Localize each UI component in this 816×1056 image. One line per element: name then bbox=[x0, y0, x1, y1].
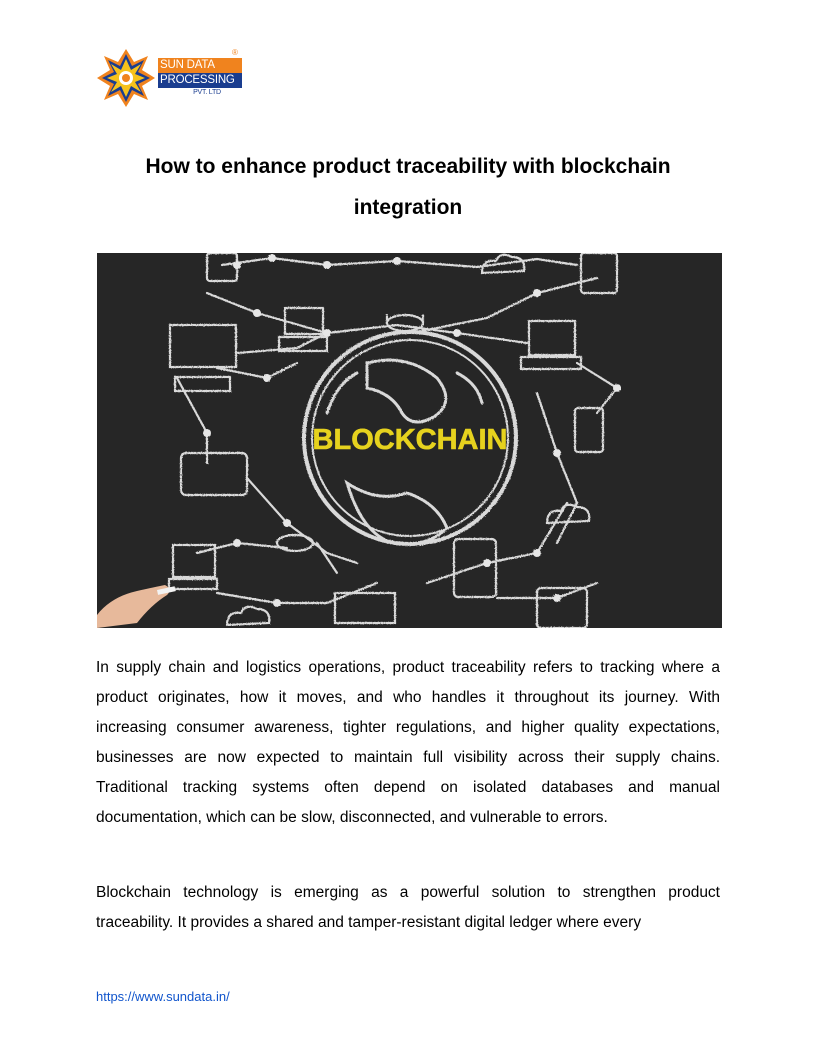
paragraph-blockchain: Blockchain technology is emerging as a powerful solution to strengthen product traceability. It provides a shared and tamper-resistant digital ledger where every bbox=[96, 884, 720, 931]
company-logo bbox=[96, 46, 246, 110]
logo-text-pvt-ltd: PVT. LTD bbox=[193, 89, 221, 96]
hero-image-blockchain-network bbox=[97, 253, 722, 628]
page-title: How to enhance product traceability with blockchain integration bbox=[145, 155, 671, 219]
paragraph-intro: In supply chain and logistics operations, product traceability refers to tracking where a product originates, how it moves, and who handles it throughout its journey. With increasing consumer awareness, tighter regulations, and higher quality expectations, businesses are now expected to maintain full visibility across their supply chains. Traditional tracking systems often depend on isolated databases and manual documentation, which can be slow, disconnected, and vulnerable to errors. bbox=[96, 659, 720, 826]
logo-text-sun-data: SUN DATA bbox=[158, 58, 242, 73]
logo-text-processing: PROCESSING bbox=[158, 73, 242, 88]
hero-blockchain-label: BLOCKCHAIN bbox=[312, 424, 508, 456]
footer-website-link[interactable]: https://www.sundata.in/ bbox=[96, 989, 230, 1004]
sun-star-logo-icon bbox=[96, 48, 156, 108]
registered-mark: ® bbox=[232, 48, 238, 57]
